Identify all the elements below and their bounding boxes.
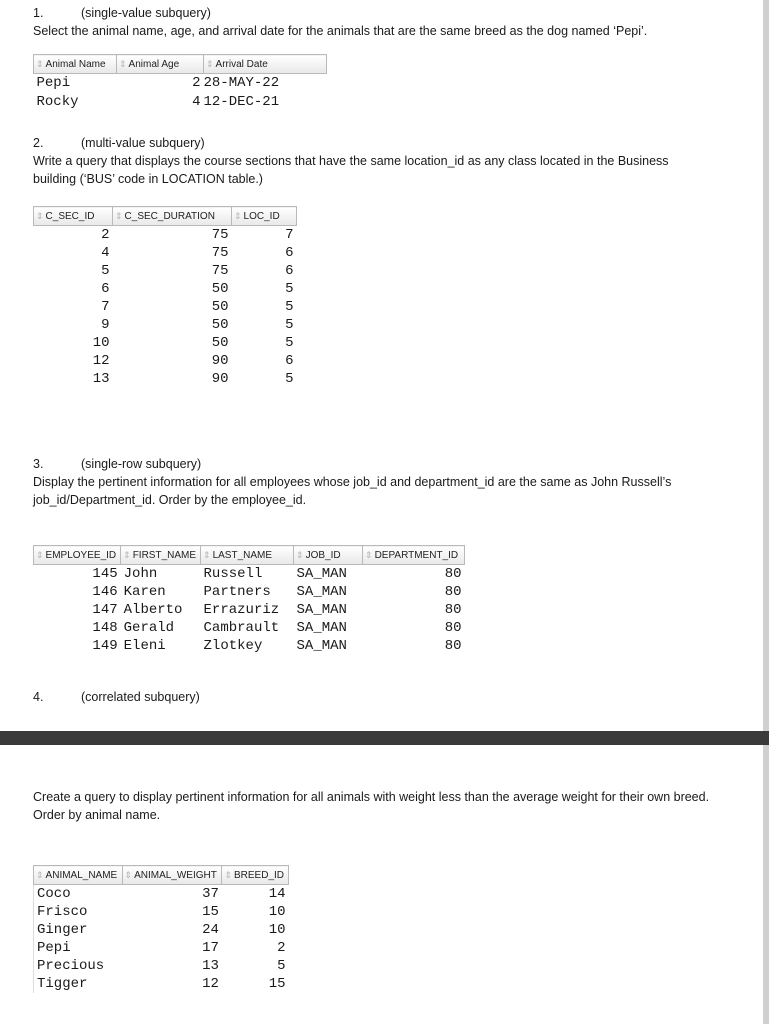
column-header[interactable]: ⇕ LOC_ID [232, 207, 297, 226]
cell: 7 [285, 227, 294, 243]
sort-icon: ⇕ [115, 210, 123, 221]
column-header[interactable]: ⇕ LAST_NAME [201, 546, 294, 565]
cell: 4 [101, 245, 110, 261]
sort-icon: ⇕ [296, 549, 304, 560]
cell: 149 [92, 638, 118, 654]
sort-icon: ⇕ [124, 869, 133, 880]
cell: 13 [92, 371, 110, 387]
cell: 5 [285, 317, 294, 333]
cell: 5 [285, 281, 294, 297]
column-header[interactable]: ⇕ ANIMAL_WEIGHT [122, 866, 222, 885]
table-row [34, 583, 465, 601]
cell: 15 [202, 904, 219, 920]
cell: SA_MAN [296, 602, 347, 618]
cell: 37 [202, 886, 219, 902]
cell: Karen [123, 584, 166, 600]
sort-icon: ⇕ [36, 58, 44, 69]
cell: 50 [211, 335, 229, 351]
cell: 12-DEC-21 [203, 94, 280, 110]
table-row [34, 280, 297, 298]
cell: SA_MAN [296, 566, 347, 582]
table-row [34, 334, 297, 352]
question-number: 1. [33, 6, 44, 20]
table-row [34, 316, 297, 334]
table-row [34, 262, 297, 280]
table-row [34, 939, 289, 957]
question-type: (single-row subquery) [81, 457, 202, 471]
question-prompt: Select the animal name, age, and arrival date for the animals that are the same breed as the dog named ‘Pepi’. [33, 24, 648, 38]
cell: 28-MAY-22 [203, 75, 280, 91]
table-row [34, 74, 327, 94]
sort-icon: ⇕ [234, 210, 242, 221]
cell: Errazuriz [203, 602, 280, 618]
column-header[interactable]: ⇕ C_SEC_ID [34, 207, 113, 226]
cell: SA_MAN [296, 584, 347, 600]
question-number: 2. [33, 136, 44, 150]
cell: John [123, 566, 158, 582]
column-header[interactable]: ⇕ Arrival Date [204, 55, 327, 74]
cell: 80 [444, 620, 462, 636]
cell: Eleni [123, 638, 166, 654]
result-grid-animal-weights [33, 865, 289, 993]
sort-icon: ⇕ [119, 58, 127, 69]
page-break [0, 731, 769, 745]
cell: 75 [211, 245, 229, 261]
table-row [34, 601, 465, 619]
question-1 [33, 4, 713, 40]
column-header[interactable]: ⇕ FIRST_NAME [121, 546, 201, 565]
table-row [34, 565, 465, 584]
result-grid-employees [33, 545, 465, 655]
table-row [34, 93, 327, 112]
cell: 5 [277, 958, 286, 974]
cell: Russell [203, 566, 263, 582]
sort-icon: ⇕ [206, 58, 214, 69]
cell: 12 [92, 353, 110, 369]
cell: 5 [285, 335, 294, 351]
cell: 5 [101, 263, 110, 279]
column-header[interactable]: ⇕ BREED_ID [222, 866, 289, 885]
column-header[interactable]: ⇕ C_SEC_DURATION [113, 207, 232, 226]
cell: 2 [277, 940, 286, 956]
cell: 5 [285, 299, 294, 315]
cell: 75 [211, 263, 229, 279]
sort-icon: ⇕ [36, 210, 44, 221]
question-prompt: Display the pertinent information for all employees whose job_id and department_id are the same as John Russell’s job_id/Department_id. Order by the employee_id. [33, 475, 672, 507]
cell: 80 [444, 602, 462, 618]
question-type: (multi-value subquery) [81, 136, 205, 150]
cell: 17 [202, 940, 219, 956]
question-2 [33, 134, 713, 188]
cell: Zlotkey [203, 638, 263, 654]
result-grid-animals [33, 54, 327, 112]
cell: 6 [285, 263, 294, 279]
cell: 90 [211, 353, 229, 369]
cell: 10 [268, 904, 286, 920]
cell: 6 [285, 245, 294, 261]
sort-icon: ⇕ [36, 549, 44, 560]
column-header[interactable]: ⇕ DEPARTMENT_ID [363, 546, 465, 565]
table-row [34, 370, 297, 388]
question-type: (single-value subquery) [81, 6, 211, 20]
cell: Partners [203, 584, 271, 600]
cell: 12 [202, 976, 219, 992]
cell: 147 [92, 602, 118, 618]
cell: Gerald [123, 620, 175, 636]
question-type: (correlated subquery) [81, 690, 200, 704]
cell: 145 [92, 566, 118, 582]
cell: Frisco [34, 903, 123, 921]
sort-icon: ⇕ [36, 869, 44, 880]
cell: Ginger [34, 921, 123, 939]
column-header[interactable]: ⇕ JOB_ID [294, 546, 363, 565]
question-3 [33, 455, 713, 509]
table-row [34, 903, 289, 921]
cell: 9 [101, 317, 110, 333]
cell: 24 [202, 922, 219, 938]
cell: 50 [211, 281, 229, 297]
cell: Pepi [36, 75, 71, 91]
result-grid-sections [33, 206, 297, 388]
cell: Alberto [123, 602, 183, 618]
sort-icon: ⇕ [224, 869, 232, 880]
question-number: 4. [33, 690, 44, 704]
sort-icon: ⇕ [365, 549, 373, 560]
cell: Tigger [34, 975, 123, 993]
cell: Precious [34, 957, 123, 975]
cell: 90 [211, 371, 229, 387]
cell: 148 [92, 620, 118, 636]
cell: 50 [211, 299, 229, 315]
cell: SA_MAN [296, 638, 347, 654]
table-row [34, 637, 465, 655]
question-number: 3. [33, 457, 44, 471]
cell: 80 [444, 584, 462, 600]
cell: 50 [211, 317, 229, 333]
cell: 5 [285, 371, 294, 387]
cell: Pepi [34, 939, 123, 957]
sort-icon: ⇕ [203, 549, 211, 560]
cell: Rocky [36, 94, 79, 110]
column-header[interactable]: ⇕ Animal Age [117, 55, 204, 74]
table-row [34, 975, 289, 993]
question-4-prompt: Create a query to display pertinent information for all animals with weight less than the average weight for their own breed. Order by animal name. [33, 790, 710, 822]
column-header[interactable]: ⇕ ANIMAL_NAME [34, 866, 123, 885]
page-edge [763, 0, 769, 1024]
cell: Coco [34, 885, 123, 904]
cell: SA_MAN [296, 620, 347, 636]
cell: 14 [268, 886, 286, 902]
table-row [34, 957, 289, 975]
question-prompt: Write a query that displays the course sections that have the same location_id as any class located in the Business building (‘BUS’ code in LOCATION table.) [33, 154, 669, 186]
column-header[interactable]: ⇕ EMPLOYEE_ID [34, 546, 121, 565]
cell: 7 [101, 299, 110, 315]
table-row [34, 298, 297, 316]
cell: 2 [101, 227, 110, 243]
cell: 6 [285, 353, 294, 369]
cell: 80 [444, 566, 462, 582]
cell: 10 [268, 922, 286, 938]
cell: 75 [211, 227, 229, 243]
cell: 2 [192, 75, 201, 91]
question-4-heading [33, 688, 713, 706]
table-row [34, 921, 289, 939]
cell: Cambrault [203, 620, 280, 636]
cell: 10 [92, 335, 110, 351]
table-row [34, 244, 297, 262]
cell: 15 [268, 976, 286, 992]
cell: 80 [444, 638, 462, 654]
table-row [34, 226, 297, 245]
table-row [34, 352, 297, 370]
cell: 4 [192, 94, 201, 110]
cell: 146 [92, 584, 118, 600]
table-row [34, 885, 289, 904]
table-row [34, 619, 465, 637]
cell: 6 [101, 281, 110, 297]
cell: 13 [202, 958, 219, 974]
sort-icon: ⇕ [123, 549, 131, 560]
column-header[interactable]: ⇕ Animal Name [34, 55, 117, 74]
